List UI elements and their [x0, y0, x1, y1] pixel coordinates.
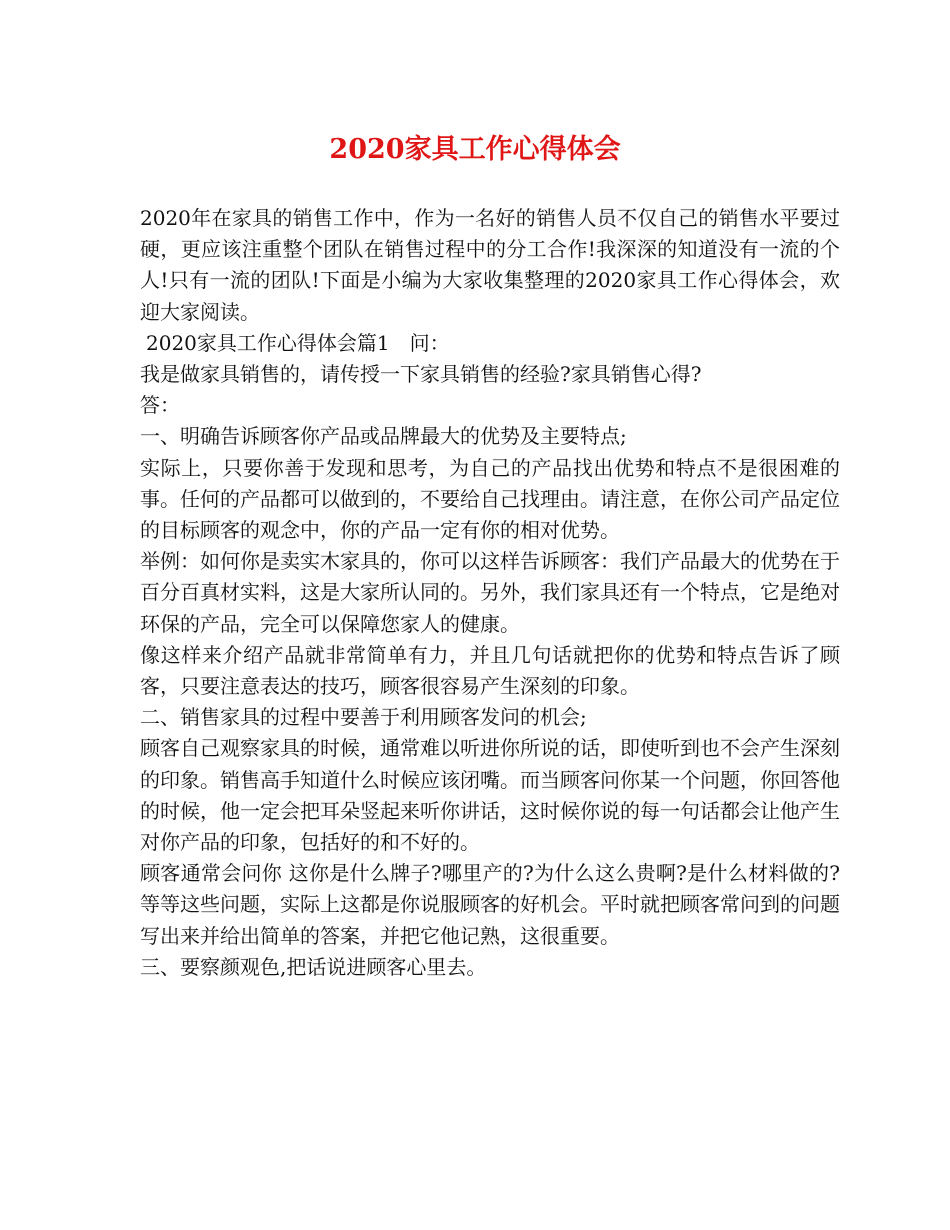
- customer-questions-paragraph: 顾客通常会问你 这你是什么牌子?哪里产的?为什么这么贵啊?是什么材料做的?等等这些问题，实际上这都是你说服顾客的好机会。平时就把顾客常问到的问题写出来并给出简单的答案，并把它他记熟，这很重要。: [140, 861, 840, 948]
- point-one-heading: 一、明确告诉顾客你产品或品牌最大的优势及主要特点;: [140, 424, 627, 449]
- question-text: 我是做家具销售的，请传授一下家具销售的经验?家具销售心得?: [140, 362, 702, 387]
- section-heading-part-1: 2020家具工作心得体会篇1 问：: [146, 330, 450, 355]
- point-three-heading: 三、要察颜观色,把话说进顾客心里去。: [140, 954, 487, 979]
- intro-paragraph: 2020年在家具的销售工作中，作为一名好的销售人员不仅自己的销售水平要过硬，更应该注重整个团队在销售过程中的分工合作!我深深的知道没有一流的个人!只有一流的团队!下面是小编为大家收集整理的2020家具工作心得体会，欢迎大家阅读。: [140, 206, 840, 324]
- example-summary-paragraph: 像这样来介绍产品就非常简单有力，并且几句话就把你的优势和特点告诉了顾客，只要注意表达的技巧，顾客很容易产生深刻的印象。: [140, 642, 840, 699]
- point-two-paragraph: 顾客自己观察家具的时候，通常难以听进你所说的话，即使听到也不会产生深刻的印象。销售高手知道什么时候应该闭嘴。而当顾客问你某一个问题，你回答他的时候，他一定会把耳朵竖起来听你讲话，这时候你说的每一句话都会让他产生对你产品的印象，包括好的和不好的。: [140, 736, 840, 855]
- example-paragraph: 举例：如何你是卖实木家具的，你可以这样告诉顾客：我们产品最大的优势在于百分百真材实料，这是大家所认同的。另外，我们家具还有一个特点，它是绝对环保的产品，完全可以保障您家人的健康。: [140, 549, 840, 636]
- point-one-paragraph: 实际上，只要你善于发现和思考，为自己的产品找出优势和特点不是很困难的事。任何的产品都可以做到的，不要给自己找理由。请注意，在你公司产品定位的目标顾客的观念中，你的产品一定有你的相对优势。: [140, 455, 840, 543]
- document-body: [140, 203, 840, 983]
- point-two-heading: 二、销售家具的过程中要善于利用顾客发问的机会;: [140, 705, 587, 730]
- answer-label: 答：: [140, 393, 180, 418]
- page-title: 2020家具工作心得体会: [329, 134, 621, 165]
